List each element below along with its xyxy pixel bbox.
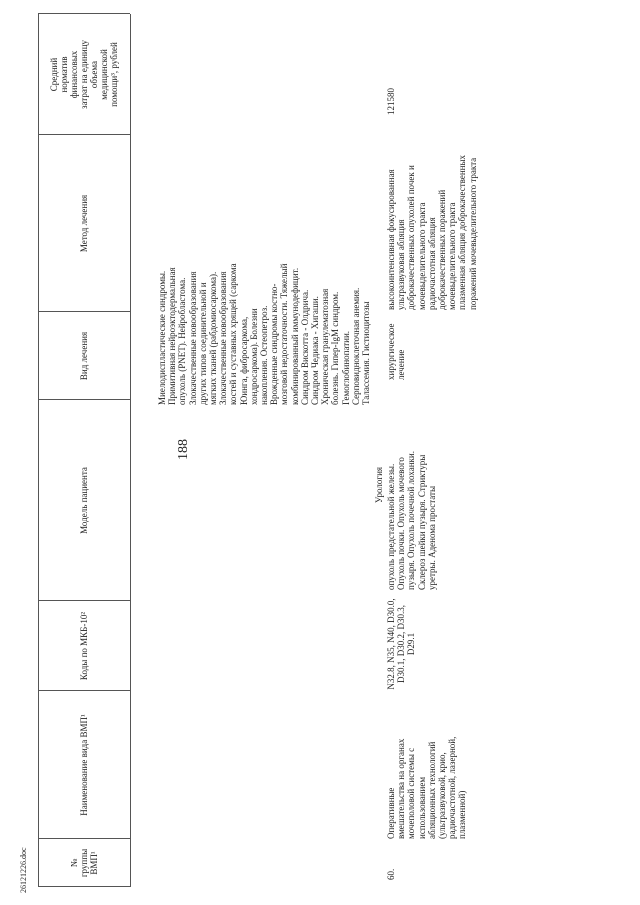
text-line: других типов соединительной и <box>197 282 208 405</box>
header-patient-model: Модель пациента <box>79 467 89 534</box>
text-line: Врожденные синдромы костно- <box>269 283 280 405</box>
row-average-cost: 121580 <box>386 88 396 115</box>
text-line: опухоль (PNET). Нейробластома. <box>177 277 188 405</box>
header-icd-codes: Коды по МКБ-10² <box>79 611 89 681</box>
text-line: Синдром Вискотта - Олдрича. <box>299 289 310 405</box>
text-line: Злокачественные новообразования <box>187 271 198 405</box>
row-group-number: 60. <box>386 868 396 880</box>
text-line: мозговой недостаточности. Тяжелый <box>279 263 290 405</box>
document-reference: 26121226.doc <box>19 847 28 893</box>
row-icd-codes: N32.8, N35, N40, D30.0, D30.1, D30.2, D30.3, D29.1 <box>386 598 417 690</box>
text-line: Серповидноклеточная анемия. <box>350 287 361 405</box>
text-line: болезнь. Гипер-IgM синдром. <box>330 291 341 405</box>
row-treatment-type: хирургическое лечение <box>386 323 407 380</box>
header-bottom-border <box>130 14 131 887</box>
text-line: Миелодиспластические синдромы. <box>157 270 167 405</box>
text-line: Синдром Чедиака - Хигаши. <box>310 296 321 405</box>
text-line: Хроническая гранулематозная <box>320 288 331 405</box>
text-line: комбинированный иммунодефицит. <box>289 267 300 405</box>
header-vmp-name: Наименование вида ВМП¹ <box>79 714 89 816</box>
text-line: Юинга, фибросаркома, <box>238 316 249 405</box>
text-line: Примитивная нейроэктодермальная <box>167 267 178 405</box>
continuation-patient-model <box>157 200 371 405</box>
text-line: накопления. Остеопетроз. <box>259 305 270 405</box>
header-treatment-type: Вид лечения <box>79 331 89 381</box>
page-number: 188 <box>176 439 191 460</box>
row-vmp-name: Оперативные вмешательства на органах мочеполовой системы с использованием абляционных технологий (ультразвуковой, крио, радиочастотной, лазерной, плазменной) <box>386 736 468 839</box>
text-line: Злокачественные новообразования <box>218 271 229 405</box>
text-line: хондросаркома). Болезни <box>248 308 259 405</box>
text-line: Талассемия. Гистиоцитозы <box>361 301 372 405</box>
text-line: мягких тканей (рабдомиосаркома). <box>208 271 219 405</box>
header-average-cost: Средний норматив финансовых затрат на единицу объема медицинской помощи³, рублей <box>49 39 119 110</box>
text-line: костей и суставных хрящей (саркома <box>228 263 239 405</box>
row-patient-model: опухоль предстательной железы. Опухоль почки. Опухоль мочевого пузыря. Опухоль почечной лоханки. Склероз шейки пузыря. Стриктуры уретры. Аденома простаты <box>386 451 437 590</box>
section-title: Урология <box>374 466 384 504</box>
text-line: Гемоглобинопатии. <box>340 330 351 405</box>
header-treatment-method: Метод лечения <box>79 194 89 253</box>
header-group-number: № группы ВМП¹ <box>69 848 99 878</box>
row-treatment-method: высокоинтенсивная фокусированная ультразвуковая абляция доброкачественных опухолей почек и мочевыделительного тракта радиочастотная абляция доброкачественных поражений мочевыделительного тракта плазменная абляция доброкачественных поражений мочевыделительного тракта <box>386 154 478 310</box>
